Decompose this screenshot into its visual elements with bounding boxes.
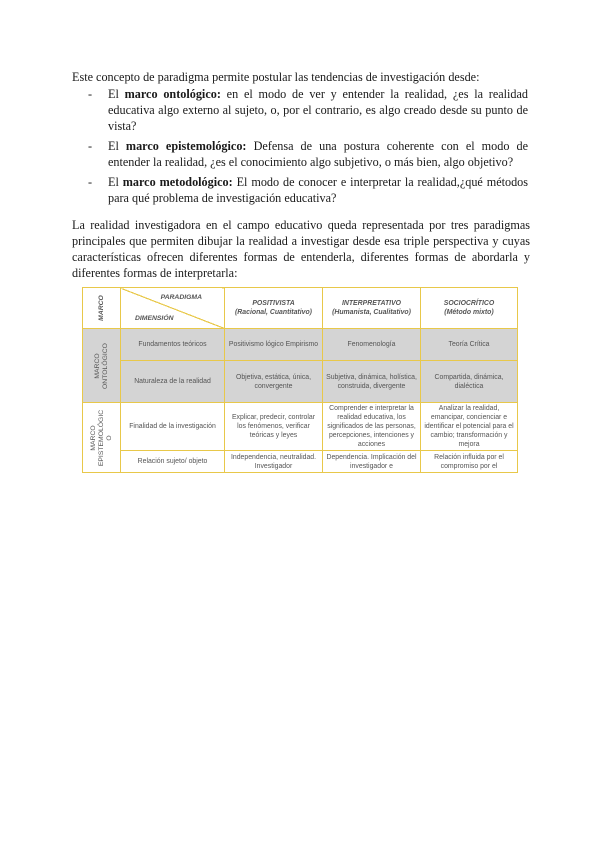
- column-name: INTERPRETATIVO: [341, 300, 402, 307]
- table-row: [83, 361, 518, 403]
- group-label-ontologico: [83, 329, 121, 403]
- list-item-text: en el modo de ver y entender la realidad, ¿es la realidad educativa algo externo al sujeto, o, por el contrario, es algo creado desde su punto de vista?: [108, 87, 529, 133]
- list-item-pre: El: [108, 139, 119, 153]
- paradigm-table: [82, 287, 518, 473]
- list-item-text: Defensa de una postura coherente con el modo de entender la realidad, ¿es el conocimiento algo subjetivo, o más bien, algo objetivo?: [108, 139, 529, 169]
- column-header-sociocritico: [421, 288, 518, 329]
- list-item-term: marco epistemológico:: [125, 139, 247, 153]
- list-item-pre: El: [108, 87, 119, 101]
- marcos-list: [88, 86, 528, 210]
- list-item-metodologico: [88, 174, 528, 206]
- table-cell: Positivismo lógico Empirismo: [225, 329, 323, 361]
- dimension-cell: Fundamentos teóricos: [121, 329, 225, 361]
- list-item-epistemologico: [88, 138, 528, 170]
- list-item-text: El modo de conocer e interpretar la realidad,¿qué métodos para qué problema de investigación educativa?: [108, 175, 529, 205]
- table-cell: Compartida, dinámica, dialéctica: [421, 361, 518, 403]
- list-item-pre: El: [108, 175, 119, 189]
- list-item-term: marco ontológico:: [124, 87, 221, 101]
- table-cell: Comprender e interpretar la realidad educativa, los significados de las personas, percepciones, intenciones y acciones: [323, 403, 421, 451]
- table-cell: Relación influida por el compromiso por el: [421, 451, 518, 473]
- dimension-label: DIMENSIÓN: [135, 315, 174, 322]
- list-item-ontologico: [88, 86, 528, 134]
- corner-cell: [83, 288, 121, 329]
- list-bullet: -: [88, 175, 93, 189]
- dimension-cell: Relación sujeto/ objeto: [121, 451, 225, 473]
- list-bullet: -: [88, 87, 93, 101]
- table-header-row: [83, 288, 518, 329]
- group-label-epistemologico: [83, 403, 121, 473]
- table-row: [83, 403, 518, 451]
- column-header-positivista: [225, 288, 323, 329]
- table-cell: Independencia, neutralidad. Investigador: [225, 451, 323, 473]
- group-label: MARCO ONTOLÓGICO: [93, 342, 109, 389]
- table-row: [83, 329, 518, 361]
- diagonal-header-cell: [121, 288, 225, 329]
- table-cell: Explicar, predecir, controlar los fenómenos, verificar teóricas y leyes: [225, 403, 323, 451]
- column-sub: (Humanista, Cualitativo): [332, 309, 411, 316]
- corner-label: MARCO: [97, 295, 105, 321]
- dimension-cell: Naturaleza de la realidad: [121, 361, 225, 403]
- table-cell: Fenomenología: [323, 329, 421, 361]
- column-name: SOCIOCRÍTICO: [443, 300, 495, 307]
- column-sub: (Método mixto): [444, 309, 494, 316]
- column-sub: (Racional, Cuantitativo): [235, 309, 312, 316]
- table-cell: Analizar la realidad, emancipar, concienciar e identificar el potencial para el cambio; transformación y mejora: [421, 403, 518, 451]
- body-paragraph: La realidad investigadora en el campo educativo queda representada por tres paradigmas principales que permiten dibujar la realidad a investigar desde esa triple perspectiva y cuyas características ofrecen diferentes formas de entenderla, diferentes formas de abordarla y diferentes formas de interpretarla:: [72, 218, 530, 280]
- list-bullet: -: [88, 139, 93, 153]
- dimension-cell: Finalidad de la investigación: [121, 403, 225, 451]
- column-header-interpretativo: [323, 288, 421, 329]
- column-name: POSITIVISTA: [252, 300, 295, 307]
- paradigma-label: PARADIGMA: [160, 294, 202, 301]
- table-cell: Objetiva, estática, única, convergente: [225, 361, 323, 403]
- group-label: MARCO EPISTEMOLÓGIC O: [89, 409, 113, 466]
- table-row: [83, 451, 518, 473]
- list-item-term: marco metodológico:: [122, 175, 233, 189]
- table-cell: Subjetiva, dinámica, holística, construida, divergente: [323, 361, 421, 403]
- table-cell: Teoría Crítica: [421, 329, 518, 361]
- table-cell: Dependencia. Implicación del investigador e: [323, 451, 421, 473]
- intro-text: Este concepto de paradigma permite postular las tendencias de investigación desde:: [72, 70, 480, 84]
